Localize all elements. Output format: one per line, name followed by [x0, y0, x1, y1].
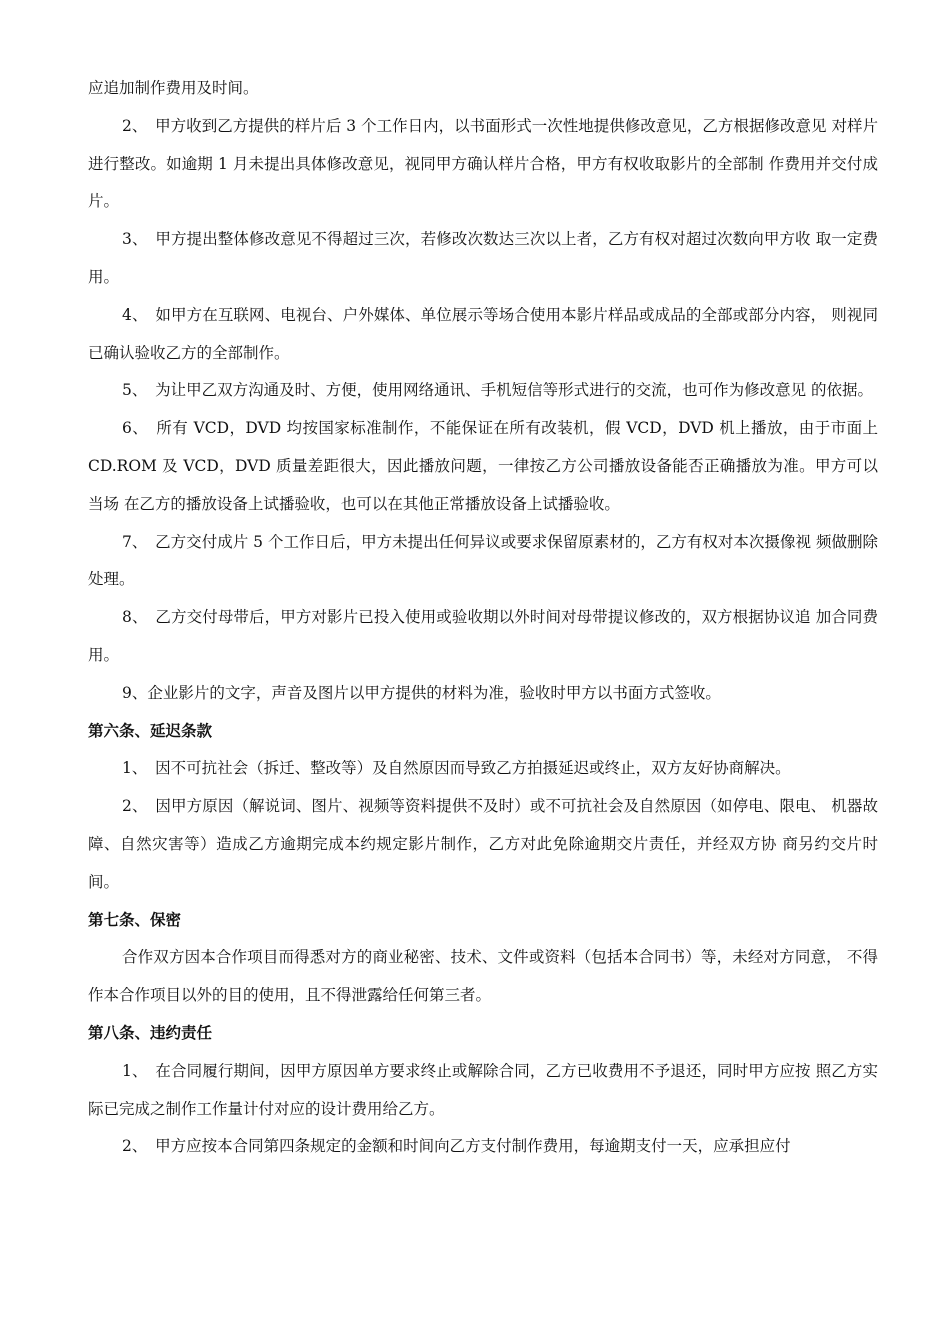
clause-6-item-2: 2、 因甲方原因（解说词、图片、视频等资料提供不及时）或不可抗社会及自然原因（如停电、限电、 机器故障、自然灾害等）造成乙方逾期完成本约规定影片制作，乙方对此免除逾期交片责任，并经双方协 商另约交片时间。 — [88, 797, 878, 891]
section-heading-8: 第八条、违约责任 — [88, 1023, 213, 1042]
clause-5-item-9: 9、企业影片的文字，声音及图片以甲方提供的材料为准，验收时甲方以书面方式签收。 — [122, 683, 721, 702]
clause-5-item-7: 7、 乙方交付成片 5 个工作日后，甲方未提出任何异议或要求保留原素材的，乙方有权对本次摄像视 频做删除处理。 — [88, 532, 878, 589]
clause-6-item-1: 1、 因不可抗社会（拆迁、整改等）及自然原因而导致乙方拍摄延迟或终止，双方友好协商解决。 — [122, 759, 791, 778]
clause-5-item-6: 6、 所有 VCD，DVD 均按国家标准制作，不能保证在所有改装机，假 VCD，DVD 机上播放，由于市面上 CD.ROM 及 VCD，DVD 质量差距很大，因此播放问题，一律按乙方公司播放设备能否正确播放为准。甲方可以当场 在乙方的播放设备上试播验收，也可以在其他正常播放设备上试播验收。 — [88, 419, 878, 513]
clause-8-item-2: 2、 甲方应按本合同第四条规定的金额和时间向乙方支付制作费用，每逾期支付一天，应承担应付 — [122, 1137, 791, 1156]
section-heading-7: 第七条、保密 — [88, 910, 182, 929]
clause-5-item-8: 8、 乙方交付母带后，甲方对影片已投入使用或验收期以外时间对母带提议修改的，双方根据协议追 加合同费用。 — [88, 608, 878, 664]
clause-5-item-4: 4、 如甲方在互联网、电视台、户外媒体、单位展示等场合使用本影片样品或成品的全部或部分内容， 则视同已确认验收乙方的全部制作。 — [88, 305, 878, 362]
section-heading-6: 第六条、延迟条款 — [88, 721, 213, 740]
clause-5-item-3: 3、 甲方提出整体修改意见不得超过三次，若修改次数达三次以上者，乙方有权对超过次数向甲方收 取一定费用。 — [88, 230, 878, 286]
clause-5-item-5: 5、 为让甲乙双方沟通及时、方便，使用网络通讯、手机短信等形式进行的交流，也可作为修改意见 的依据。 — [122, 381, 874, 400]
clause-5-item-2: 2、 甲方收到乙方提供的样片后 3 个工作日内，以书面形式一次性地提供修改意见，乙方根据修改意见 对样片进行整改。如逾期 1 月未提出具体修改意见，视同甲方确认样片合格，甲方有权收取影片的全部制 作费用并交付成片。 — [88, 116, 878, 211]
document-page — [88, 70, 878, 1166]
paragraph-continuation: 应追加制作费用及时间。 — [88, 79, 259, 97]
clause-7-body: 合作双方因本合作项目而得悉对方的商业秘密、技术、文件或资料（包括本合同书）等，未经对方同意， 不得作本合作项目以外的目的使用，且不得泄露给任何第三者。 — [88, 948, 878, 1005]
clause-8-item-1: 1、 在合同履行期间，因甲方原因单方要求终止或解除合同，乙方已收费用不予退还，同时甲方应按 照乙方实际已完成之制作工作量计付对应的设计费用给乙方。 — [88, 1061, 878, 1118]
